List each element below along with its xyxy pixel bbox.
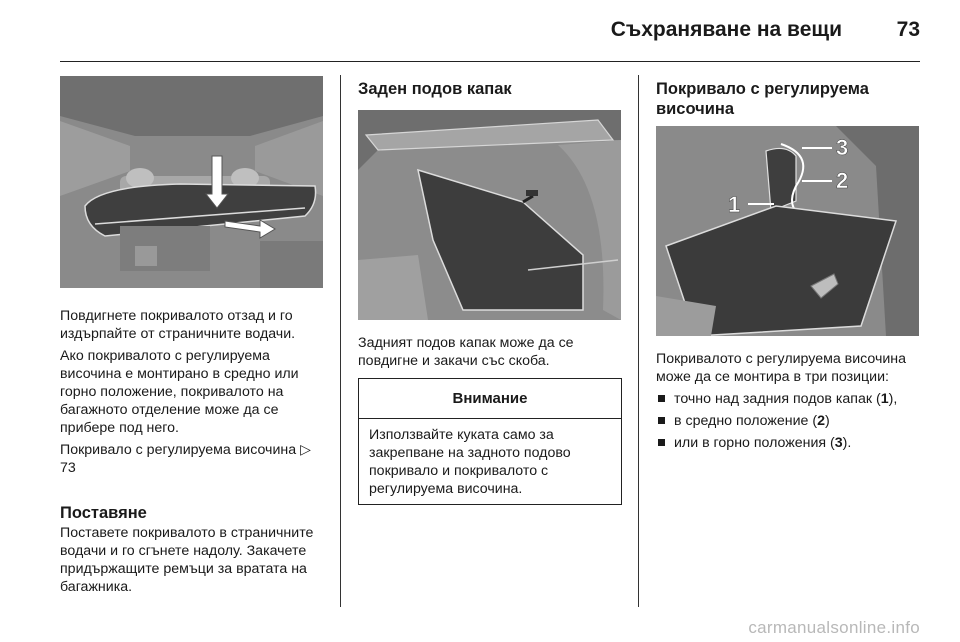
watermark: carmanualsonline.info — [748, 618, 920, 637]
column-2-text — [358, 334, 624, 374]
column-1-text — [60, 307, 326, 481]
install-heading: Поставяне — [60, 504, 147, 522]
paragraph: Поставете покривалото в страничните водачи и го сгънете надолу. Закачете придържащите ремъци за вратата на багажника. — [60, 525, 314, 595]
callout-1: 1 — [728, 192, 741, 217]
list-item: точно над задния подов капак (1), — [656, 390, 922, 408]
adjustable-cover-positions-illustration — [656, 126, 919, 336]
rear-floor-cover-illustration — [358, 110, 621, 320]
cross-reference-text: Покривало с регулируема височина — [60, 442, 297, 458]
rear-floor-cover-heading: Заден подов капак — [358, 80, 512, 98]
cross-reference — [60, 441, 326, 477]
column-divider-1 — [340, 75, 341, 607]
column-divider-2 — [638, 75, 639, 607]
page-ref-arrow-icon: ▷ — [300, 442, 311, 458]
column-3-text — [656, 350, 922, 456]
paragraph: Повдигнете покривалото отзад и го издърпайте от страничните водачи. — [60, 308, 296, 342]
position-list — [656, 390, 922, 452]
callout-3: 3 — [836, 135, 849, 160]
load-cover-removal-illustration — [60, 76, 323, 288]
caution-box — [358, 378, 622, 505]
paragraph: Ако покривалото с регулируема височина е монтирано в средно или горно положение, покривалото на багажното отделение може да се прибере под него. — [60, 348, 299, 436]
adjustable-cover-heading: Покривало с регулируема височина — [656, 80, 869, 118]
page-header — [60, 0, 920, 62]
install-text-block — [60, 524, 326, 600]
paragraph: Покривалото с регулируема височина може да се монтира в три позиции: — [656, 351, 907, 385]
callout-2: 2 — [836, 168, 849, 193]
list-item: в средно положение (2) — [656, 412, 922, 430]
caution-text: Използвайте куката само за закрепване на задното подово покривало и покривалото с регулируема височина. — [369, 427, 571, 497]
caution-title: Внимание — [359, 379, 621, 419]
section-title: Съхраняване на вещи — [610, 18, 842, 41]
cross-reference-page: 73 — [60, 460, 76, 476]
paragraph: Задният подов капак може да се повдигне и закачи със скоба. — [358, 335, 574, 369]
list-item: или в горно положения (3). — [656, 434, 922, 452]
page-number: 73 — [896, 18, 920, 41]
